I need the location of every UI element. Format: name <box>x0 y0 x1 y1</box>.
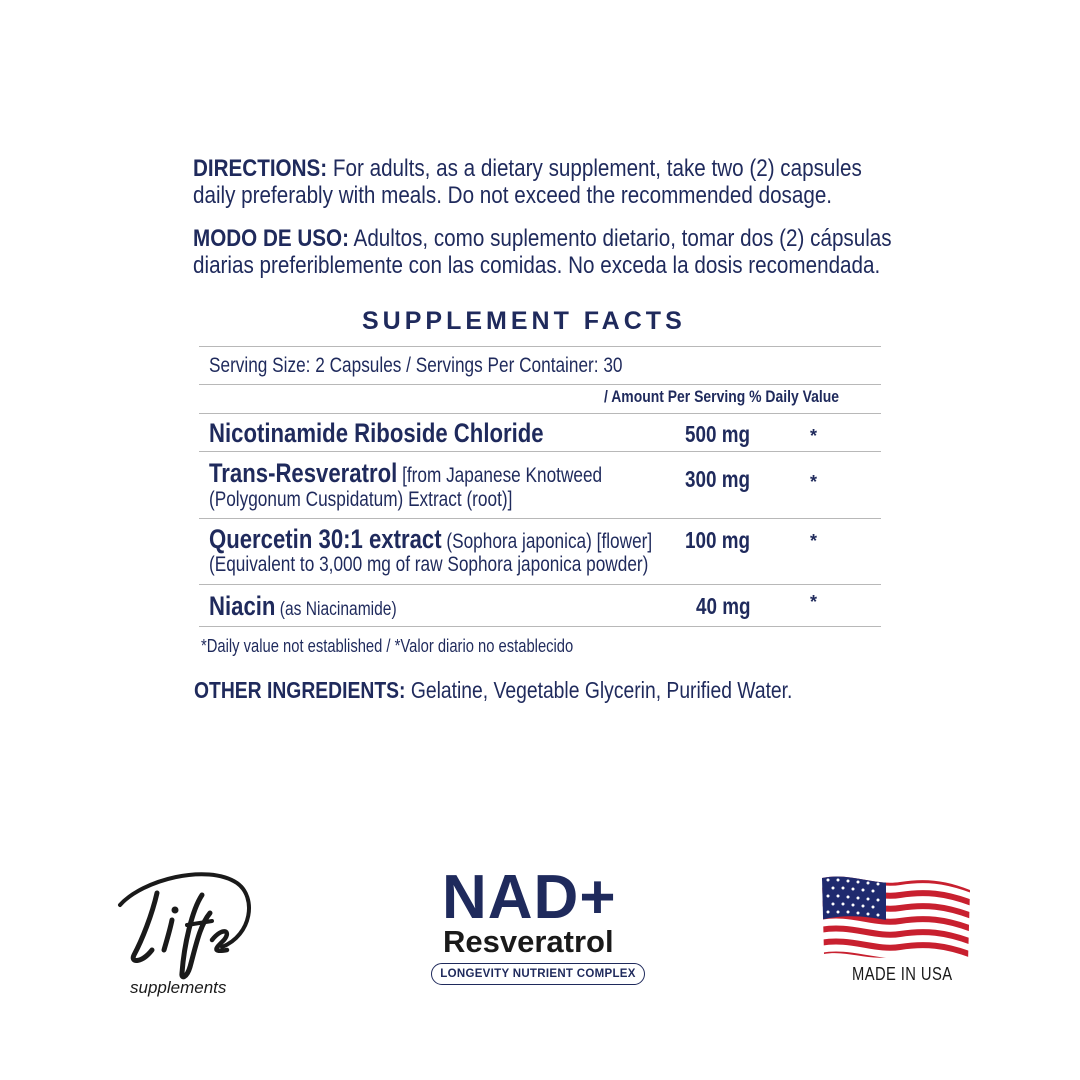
divider <box>199 413 881 414</box>
modo-label: MODO DE USO: <box>193 225 349 252</box>
divider <box>199 626 881 627</box>
ingredient-amount: 500 mg <box>685 421 750 447</box>
amount-header: / Amount Per Serving % Daily Value <box>604 387 839 406</box>
ingredient-name: Nicotinamide Riboside Chloride <box>209 418 544 448</box>
ingredient-detail: (Polygonum Cuspidatum) Extract (root)] <box>209 488 513 511</box>
other-ingredients-text: Gelatine, Vegetable Glycerin, Purified Water. <box>405 677 793 703</box>
divider <box>199 384 881 385</box>
modo-line-2: diarias preferiblemente con las comidas. No exceda la dosis recomendada. <box>193 252 881 279</box>
modo-line-1: Adultos, como suplemento dietario, tomar dos (2) cápsulas <box>348 225 892 252</box>
nad-logo-subtitle: Resveratrol <box>443 924 614 959</box>
made-in-usa-text: MADE IN USA <box>852 964 953 984</box>
ingredient-name-line: Trans-Resveratrol [from Japanese Knotweed <box>209 458 603 488</box>
divider <box>199 346 881 347</box>
usa-flag-icon <box>820 872 972 964</box>
daily-value: * <box>810 531 818 551</box>
nad-logo-title: NAD+ <box>442 863 617 932</box>
ingredient-amount: 100 mg <box>685 527 750 553</box>
ingredient-name-line: Niacin (as Niacinamide) <box>209 591 397 621</box>
ingredient-amount: 40 mg <box>696 593 751 619</box>
directions-line-1: For adults, as a dietary supplement, take two (2) capsules <box>327 155 862 182</box>
directions-paragraph <box>193 155 971 209</box>
ingredient-amount: 300 mg <box>685 466 750 492</box>
divider <box>199 451 881 452</box>
serving-size: Serving Size: 2 Capsules / Servings Per Container: 30 <box>209 354 623 377</box>
divider <box>199 518 881 519</box>
other-ingredients <box>194 677 906 704</box>
modo-de-uso-paragraph <box>193 225 1005 279</box>
life-supplements-text: supplements <box>130 978 227 997</box>
daily-value: * <box>810 472 818 492</box>
nad-tagline-badge: LONGEVITY NUTRIENT COMPLEX <box>431 963 645 985</box>
directions-label: DIRECTIONS: <box>193 155 328 182</box>
daily-value: * <box>810 426 818 446</box>
daily-value: * <box>810 592 818 612</box>
supplement-facts-title: SUPPLEMENT FACTS <box>362 307 686 335</box>
footnote: *Daily value not established / *Valor diario no establecido <box>201 636 574 656</box>
other-ingredients-label: OTHER INGREDIENTS: <box>194 677 406 703</box>
divider <box>199 584 881 585</box>
directions-line-2: daily preferably with meals. Do not exceed the recommended dosage. <box>193 182 833 209</box>
ingredient-name-line: Quercetin 30:1 extract (Sophora japonica) [flower] <box>209 524 653 554</box>
ingredient-detail: (Equivalent to 3,000 mg of raw Sophora japonica powder) <box>209 553 649 576</box>
